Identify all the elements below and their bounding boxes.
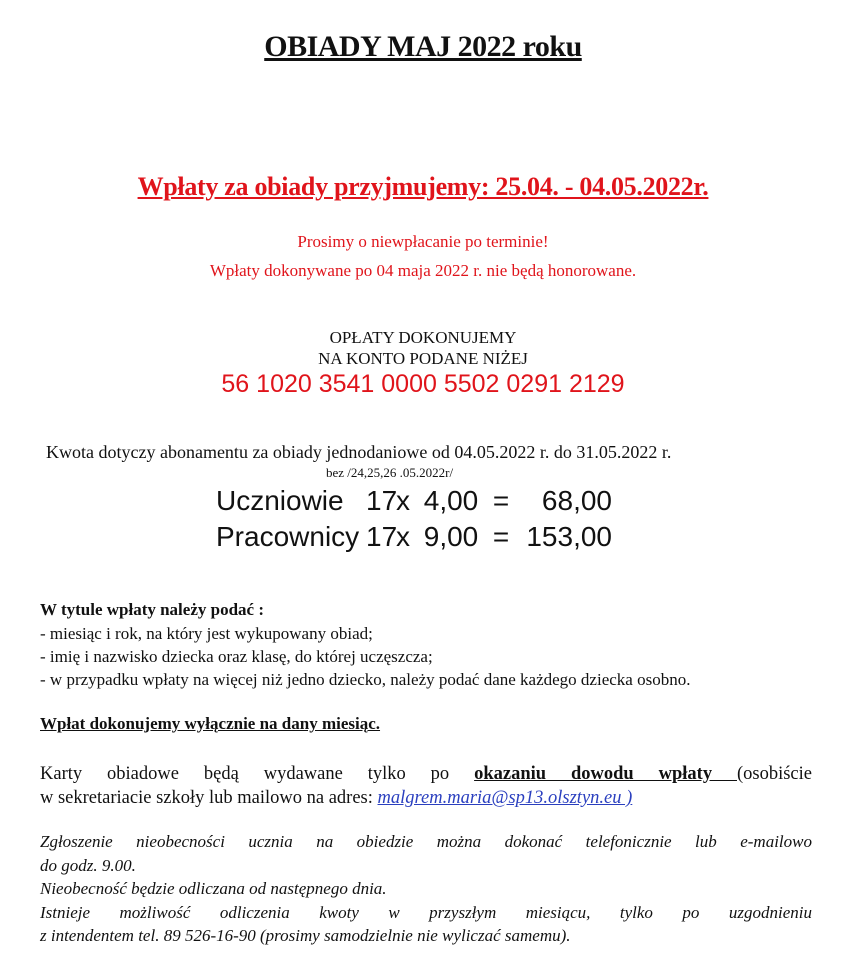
- bank-account-number: 56 1020 3541 0000 5502 0291 2129: [221, 370, 625, 398]
- absence-info: [40, 830, 812, 948]
- amount-info: Kwota dotyczy abonamentu za obiady jednodaniowe od 04.05.2022 r. do 31.05.2022 r.: [46, 442, 672, 462]
- price-quantity: 17: [366, 521, 398, 552]
- meal-cards-line1: Karty obiadowe będą wydawane tylko po okazaniu dowodu wpłaty (osobiście: [40, 764, 812, 784]
- late-payment-note: Prosimy o niewpłacanie po terminie!: [297, 232, 549, 251]
- instruction-item: - imię i nazwisko dziecka oraz klasę, do której uczęszcza;: [40, 647, 433, 666]
- instruction-item: - miesiąc i rok, na który jest wykupowany obiad;: [40, 624, 373, 643]
- price-label: Pracownicy: [216, 521, 360, 552]
- page-title: OBIADY MAJ 2022 roku: [264, 30, 582, 63]
- absence-line: Istnieje możliwość odliczenia kwoty w przyszłym miesiącu, tylko po uzgodnieniu: [40, 902, 812, 922]
- price-total: 68,00: [541, 485, 612, 516]
- price-label: Uczniowie: [216, 485, 344, 516]
- price-equals: =: [492, 521, 510, 552]
- price-multiply: x: [396, 485, 410, 516]
- instruction-item: - w przypadku wpłaty na więcej niż jedno dziecko, należy podać dane każdego dziecka osobno.: [40, 670, 691, 689]
- single-month-note: Wpłat dokonujemy wyłącznie na dany miesiąc.: [40, 714, 381, 733]
- honor-note: Wpłaty dokonywane po 04 maja 2022 r. nie będą honorowane.: [209, 261, 637, 280]
- absence-line: Zgłoszenie nieobecności ucznia na obiedzie można dokonać telefonicznie lub e-mailowo: [40, 832, 812, 851]
- meal-cards-info: [40, 762, 812, 810]
- payment-heading-line2: NA KONTO PODANE NIŻEJ: [318, 349, 528, 368]
- payment-heading-line1: OPŁATY DOKONUJEMY: [329, 328, 517, 347]
- email-link[interactable]: malgrem.maria@sp13.olsztyn.eu ): [377, 788, 633, 808]
- absence-line: z intendentem tel. 89 526-16-90 (prosimy samodzielnie nie wyliczać samemu).: [40, 926, 571, 945]
- price-row-staff: [216, 521, 612, 553]
- excluded-dates: bez /24,25,26 .05.2022r/: [326, 465, 454, 480]
- price-equals: =: [492, 485, 510, 516]
- price-total: 153,00: [526, 521, 612, 552]
- price-unit: 4,00: [423, 485, 479, 516]
- instructions-heading: W tytule wpłaty należy podać :: [40, 600, 264, 619]
- absence-line: Nieobecność będzie odliczana od następnego dnia.: [40, 879, 387, 898]
- price-quantity: 17: [366, 485, 398, 516]
- proof-of-payment: okazaniu dowodu wpłaty: [474, 764, 737, 784]
- price-row-students: [216, 485, 612, 517]
- meal-cards-line2: w sekretariacie szkoły lub mailowo na adres: malgrem.maria@sp13.olsztyn.eu ): [40, 788, 633, 808]
- payment-deadline: Wpłaty za obiady przyjmujemy: 25.04. - 04.05.2022r.: [137, 172, 709, 201]
- price-unit: 9,00: [423, 521, 479, 552]
- price-multiply: x: [396, 521, 410, 552]
- absence-line: do godz. 9.00.: [40, 855, 136, 875]
